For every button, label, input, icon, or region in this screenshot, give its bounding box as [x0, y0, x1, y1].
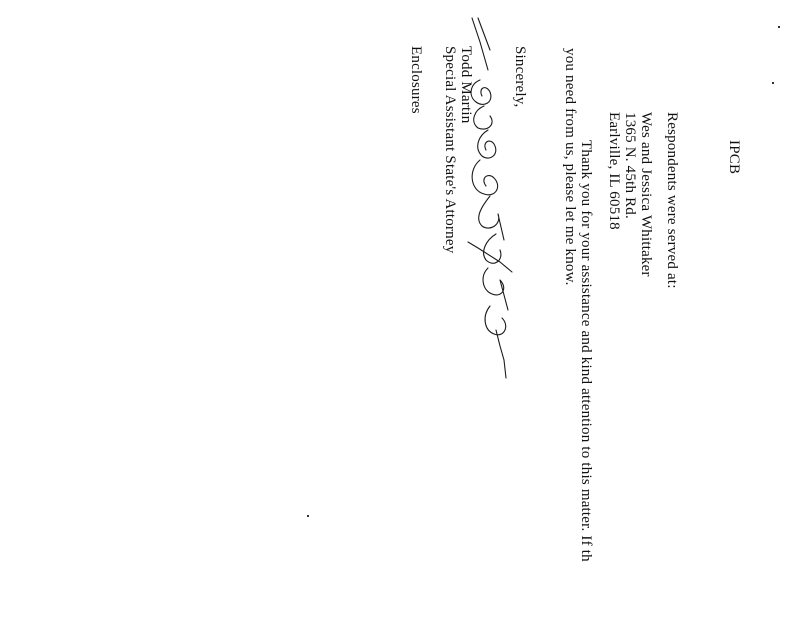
signature [460, 10, 520, 390]
address-line-2: 1365 N. 45th Rd. [622, 112, 638, 219]
scan-speck [772, 82, 774, 84]
address-line-3: Earlville, IL 60518 [606, 112, 622, 230]
address-line-1: Wes and Jessica Whittaker [638, 112, 654, 277]
scan-speck [778, 26, 780, 28]
closing: Sincerely, [512, 46, 528, 108]
served-intro: Respondents were served at: [664, 112, 680, 289]
signer-title: Special Assistant State's Attorney [442, 46, 458, 254]
body-line-1: Thank you for your assistance and kind attention to this matter. If th [578, 140, 594, 562]
enclosures: Enclosures [408, 46, 424, 114]
letter-header: IPCB [726, 140, 742, 175]
body-line-2: you need from us, please let me know. [562, 48, 578, 286]
signer-name: Todd Martin [458, 46, 474, 124]
scan-speck [307, 515, 309, 517]
